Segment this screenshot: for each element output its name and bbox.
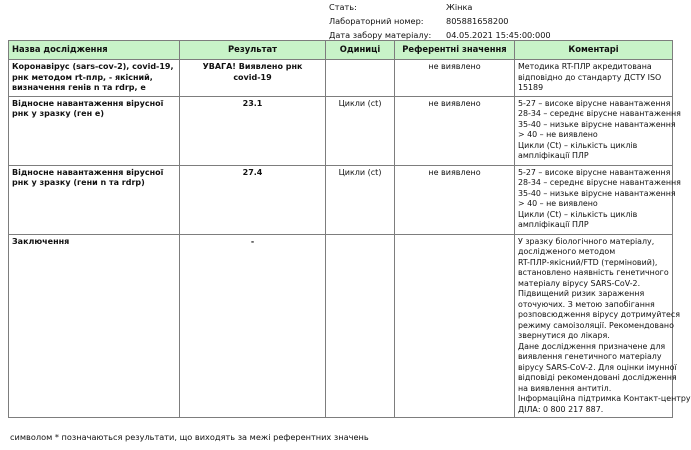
table-row — [9, 234, 673, 418]
table-row — [9, 96, 673, 165]
text-line: ампліфікації ПЛР — [518, 220, 589, 229]
column-header-result: Результат — [180, 41, 326, 60]
text-line: відповідно до стандарту ДСТУ ISO — [518, 72, 662, 82]
text-line: відповіді рекомендовані дослідження — [518, 373, 677, 382]
footnote: символом * позначаються результати, що виходять за межі референтних значень — [10, 432, 369, 442]
column-header-test-name: Назва дослідження — [9, 41, 180, 60]
collection-date-value: 04.05.2021 15:45:00:000 — [446, 30, 551, 40]
comment-cell — [515, 234, 691, 418]
sex-value: Жінка — [446, 2, 473, 12]
text-line: 5-27 – високе вірусне навантаження — [518, 98, 671, 108]
comment-cell — [515, 96, 681, 165]
text-line: 15189 — [518, 83, 544, 92]
text-line: 28-34 – середнє вірусне навантаження — [518, 109, 681, 118]
text-line: ДІЛА: 0 800 217 887. — [518, 404, 604, 414]
reference-cell: не виявлено — [395, 165, 515, 234]
text-line: рнк методом rt-плр, - якісний, — [12, 72, 153, 82]
text-line: 35-40 – низьке вірусне навантаження — [518, 119, 676, 129]
result-cell — [180, 165, 326, 234]
text-line: covid-19 — [233, 72, 272, 82]
unit-cell: Цикли (ct) — [326, 165, 395, 234]
table-header-row — [9, 41, 673, 60]
text-line: 35-40 – низьке вірусне навантаження — [518, 188, 676, 198]
text-line: виявлення генетичного матеріалу — [518, 352, 662, 361]
unit-cell — [326, 60, 395, 97]
text-line: матеріалу вірусу SARS-CoV-2. — [518, 278, 641, 288]
results-table — [8, 40, 691, 418]
text-line: Заключення — [12, 236, 70, 246]
text-line: RT-ПЛР-якісний/FTD (терміновий), — [518, 257, 658, 267]
collection-date-label: Дата забору матеріалу: — [329, 30, 432, 40]
text-line: 5-27 – високе вірусне навантаження — [518, 167, 671, 177]
text-line: Відносне навантаження вірусної — [12, 167, 164, 177]
reference-cell: не виявлено — [395, 96, 515, 165]
test-name-cell — [9, 234, 180, 418]
text-line: 28-34 – середнє вірусне навантаження — [518, 178, 681, 187]
text-line: дослідженого методом — [518, 247, 616, 256]
reference-cell: не виявлено — [395, 60, 515, 97]
text-line: Відносне навантаження вірусної — [12, 98, 164, 108]
text-line: вірусу SARS-CoV-2. Для оцінки імунної — [518, 362, 677, 372]
text-line: Інформаційна підтримка Контакт-центру — [518, 394, 691, 403]
text-line: Дане дослідження призначене для — [518, 341, 666, 351]
lab-number-label: Лабораторний номер: — [329, 16, 424, 26]
text-line: встановлено наявність генетичного — [518, 268, 669, 277]
text-line: 23.1 — [242, 98, 263, 108]
result-cell — [180, 234, 326, 418]
test-name-cell — [9, 60, 180, 97]
unit-cell — [326, 234, 395, 418]
unit-cell: Цикли (ct) — [326, 96, 395, 165]
column-header-units: Одиниці — [326, 41, 395, 60]
comment-cell — [515, 60, 673, 97]
text-line: рнк у зразку (гени n та rdrp) — [12, 178, 145, 187]
sex-label: Стать: — [329, 2, 357, 12]
text-line: режиму самоізоляції. Рекомендовано — [518, 320, 674, 330]
text-line: У зразку біологічного матеріалу, — [518, 236, 655, 246]
text-line: визначення генів n та rdrp, e — [12, 83, 146, 92]
text-line: рнк у зразку (ген e) — [12, 109, 104, 118]
test-name-cell — [9, 96, 180, 165]
text-line: звернутися до лікаря. — [518, 331, 610, 340]
text-line: > 40 – не виявлено — [518, 130, 598, 139]
text-line: оточуючих. З метою запобігання — [518, 299, 655, 309]
text-line: > 40 – не виявлено — [518, 199, 598, 208]
text-line: Методика RT-ПЛР акредитована — [518, 62, 652, 71]
text-line: Цикли (Ct) – кількість циклів — [518, 140, 638, 150]
table-row — [9, 60, 673, 97]
lab-number-value: 805881658200 — [446, 16, 509, 26]
text-line: Цикли (Ct) – кількість циклів — [518, 209, 638, 219]
table-row — [9, 165, 673, 234]
result-cell — [180, 96, 326, 165]
result-cell — [180, 60, 326, 97]
text-line: УВАГА! Виявлено рнк — [202, 62, 303, 71]
test-name-cell — [9, 165, 180, 234]
column-header-comments: Коментарі — [515, 41, 673, 60]
reference-cell — [395, 234, 515, 418]
column-header-reference: Референтні значення — [395, 41, 515, 60]
text-line: Підвищений ризик зараження — [518, 289, 645, 298]
comment-cell — [515, 165, 681, 234]
text-line: Коронавірус (sars-cov-2), covid-19, — [12, 62, 174, 71]
text-line: - — [250, 236, 255, 246]
text-line: ампліфікації ПЛР — [518, 151, 589, 160]
text-line: на виявлення антитіл. — [518, 383, 612, 393]
text-line: 27.4 — [242, 167, 263, 177]
text-line: розповсюдження вірусу дотримуйтеся — [518, 310, 680, 319]
